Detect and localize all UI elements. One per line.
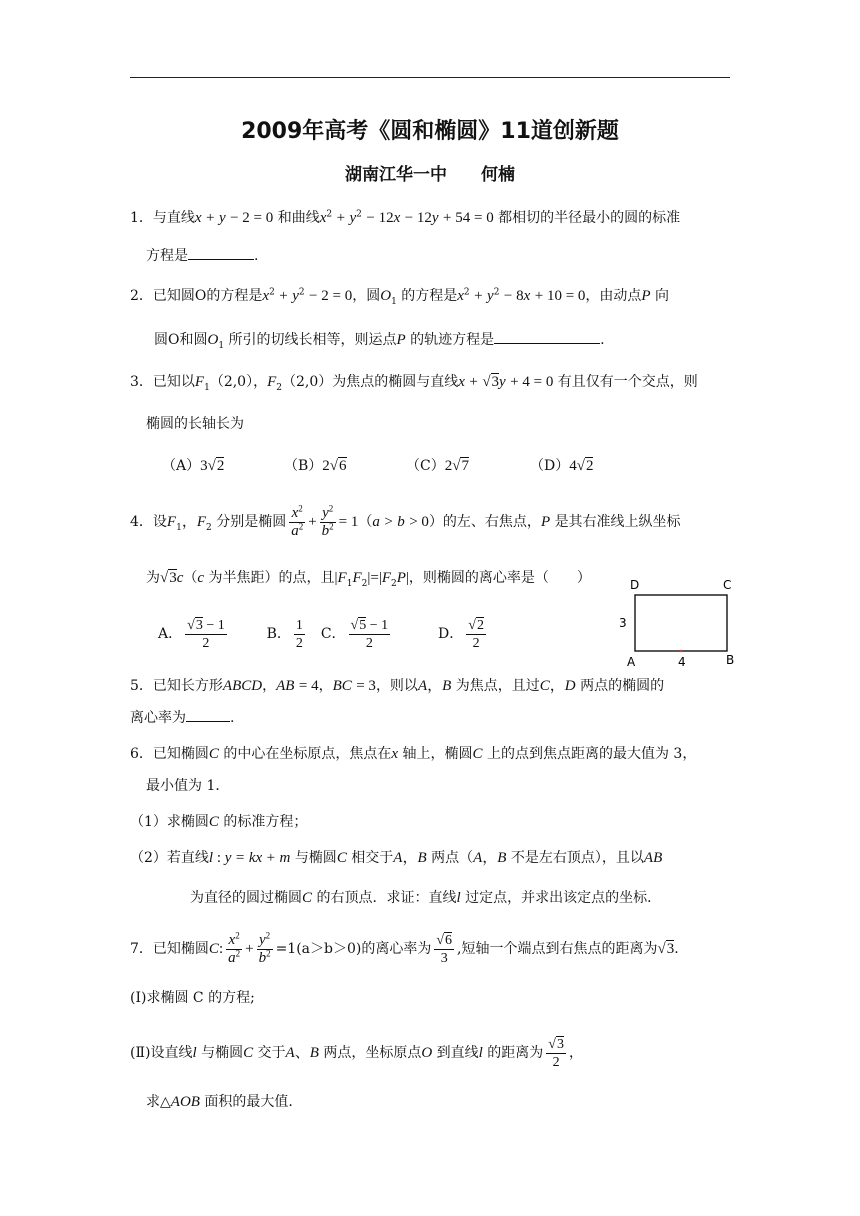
vertex-label-a: A [627,655,636,669]
question-6-part-1: （1）求椭圆C 的标准方程； [130,814,308,830]
side-label-bc: 3 [619,616,627,630]
question-3-line-2: 椭圆的长轴长为 [146,416,244,432]
question-7-part-3: 求△AOB 面积的最大值. [146,1094,293,1110]
rectangle-abcd [635,595,727,651]
header-rule [130,77,730,78]
vertex-label-b: B [726,653,735,667]
question-3-option-c: （C）2√7 [406,458,469,474]
question-5-line-1: 5．已知长方形ABCD，AB = 4，BC = 3，则以A，B 为焦点，且过C，D 两点的椭圆的 [130,678,665,694]
question-6-part-2-line-2: 为直径的圆过椭圆C 的右顶点．求证：直线l 过定点，并求出该定点的坐标． [190,890,662,906]
rectangle-figure [612,574,742,672]
vertex-label-c: C [723,578,732,592]
question-6-line-1: 6．已知椭圆C 的中心在坐标原点，焦点在x 轴上，椭圆C 上的点到焦点距离的最大值为 3， [130,746,697,762]
question-4-line-2: 为√3c（c 为半焦距）的点，且$|F_1F_2|=|F_2P|$，则椭圆的离心率是（ ） [146,570,591,589]
question-3-option-d: （D）4√2 [530,458,594,474]
question-3-line-1: 3．已知以$F_1(2,0)$，$F_2(2,0)$为焦点的椭圆与直线x + √3y + 4 = 0 有且仅有一个交点，则 [130,374,698,393]
question-6-part-2-line-1: （2）若直线l : y = kx + m 与椭圆C 相交于A，B 两点（A，B 不是左右顶点），且以AB [130,850,663,866]
question-5-line-2: 离心率为 . [130,710,235,726]
question-1-line-2: 方程是 . [146,248,259,264]
question-4-options: A． $\frac{√3 - 1}{2}$ B． $\frac{1}{2}$ C． $\frac{√5 - 1}{2}$ D． $\frac{√2}{2}$ [158,617,484,651]
question-2-line-2: 圆O和圆$O_1$ 所引的切线长相等，则运点P 的轨迹方程是 . [154,332,605,351]
question-3-option-b: （B）2√6 [284,458,347,474]
author-line: 湖南江华一中 何楠 [345,165,515,185]
question-2-line-1: 2．已知圆O的方程是$x^2 + y^2 - 2 = 0$，圆$O_1$ 的方程是$x^2 + y^2 - 8x + 10 = 0$，由动点P 向 [130,287,670,307]
question-7-part-2: (Ⅱ)设直线l 与椭圆C 交于A、B 两点，坐标原点O 到直线l 的距离为 $\frac{√3}{2}$ ， [130,1036,583,1070]
page-title: 2009年高考《圆和椭圆》11道创新题 [241,119,619,144]
question-3-option-a: （A）3√2 [162,458,225,474]
question-6-line-2: 最小值为 1． [146,778,230,794]
question-7-part-1: (Ⅰ)求椭圆 C 的方程; [130,990,255,1006]
vertex-label-d: D [630,578,640,592]
question-1-line-1: 1．与直线x + y − 2 = 0 和曲线$x^2 + y^2 - 12x - 12y + 54 = 0$ 都相切的半径最小的圆的标准 [130,209,681,226]
focus-point-mark [680,650,682,652]
side-label-ab: 4 [678,655,686,669]
question-4-line-1: 4．设$F_1$，$F_2$ 分别是椭圆 $\frac{x^2}{a^2}$ + $\frac{y^2}{b^2}$ = 1（a > b > 0）的左、右焦点，P 是其右准线上纵坐标 [130,502,681,539]
question-7-line-1: 7．已知椭圆C: $\frac{x^2}{a^2}$ + $\frac{y^2}{b^2}$ =1(a＞b＞0)的离心率为 $\frac{√6}{3}$ ,短轴一个端点到右焦点的距离为√3. [130,929,679,966]
